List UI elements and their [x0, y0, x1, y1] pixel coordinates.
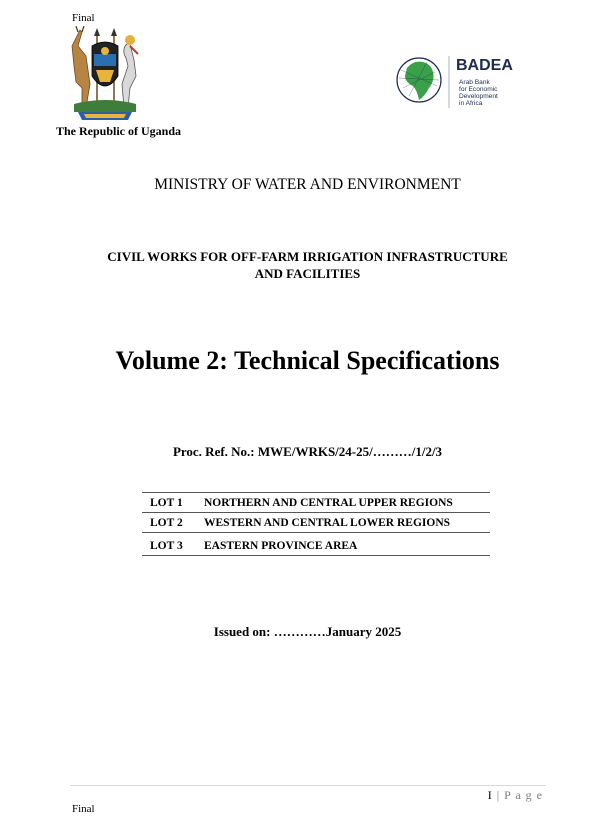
volume-title: Volume 2: Technical Specifications [115, 346, 500, 375]
project-title-line-1: CIVIL WORKS FOR OFF-FARM IRRIGATION INFRASTRUCTURE [107, 249, 508, 264]
lot-id: LOT 3 [142, 533, 196, 556]
lot-row [142, 533, 490, 556]
project-title-line-2: AND FACILITIES [254, 266, 361, 281]
lot-id: LOT 2 [142, 513, 196, 533]
lot-region: NORTHERN AND CENTRAL UPPER REGIONS [196, 493, 490, 513]
footer-status: Final [72, 803, 95, 815]
lots-table [142, 492, 490, 556]
badea-tagline-4: in Africa [459, 100, 483, 107]
footer-divider [70, 785, 546, 786]
badea-tagline-3: Development [459, 93, 498, 100]
procurement-reference: Proc. Ref. No.: MWE/WRKS/24-25/………/1/2/3 [172, 444, 443, 459]
page-label: P a g e [504, 788, 543, 802]
badea-logo-icon [393, 50, 553, 114]
lot-id: LOT 1 [142, 493, 196, 513]
badea-tagline-1: Arab Bank [459, 79, 490, 86]
lot-row [142, 513, 490, 533]
badea-wordmark: BADEA [456, 57, 513, 74]
lot-row [142, 493, 490, 513]
page-number [488, 788, 543, 803]
issued-date: Issued on: …………January 2025 [213, 624, 402, 639]
header-status: Final [72, 12, 95, 24]
ministry-title: MINISTRY OF WATER AND ENVIRONMENT [154, 176, 461, 193]
country-caption: The Republic of Uganda [56, 124, 182, 138]
page-number-separator: | [496, 788, 501, 802]
badea-tagline-2: for Economic [459, 86, 498, 93]
project-title [60, 248, 555, 282]
lot-region: EASTERN PROVINCE AREA [196, 533, 490, 556]
page-number-value: I [487, 788, 493, 802]
lot-region: WESTERN AND CENTRAL LOWER REGIONS [196, 513, 490, 533]
uganda-coat-of-arms-icon [64, 26, 146, 122]
